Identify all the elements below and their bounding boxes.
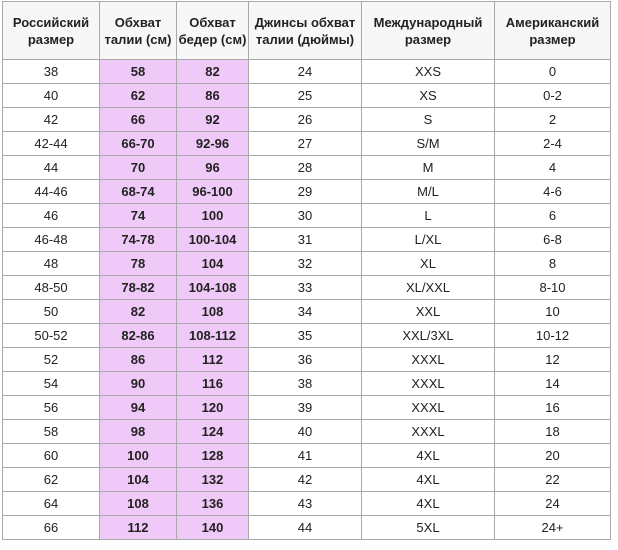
hips-cm-cell: 116 [177,372,249,396]
russian-size-cell: 50 [3,300,100,324]
table-row [3,156,611,180]
header-waist-cm: Обхват талии (см) [100,2,177,60]
hips-cm-cell: 104 [177,252,249,276]
waist-cm-cell: 86 [100,348,177,372]
american-size-cell: 4-6 [495,180,611,204]
hips-cm-cell: 104-108 [177,276,249,300]
american-size-cell: 2-4 [495,132,611,156]
table-row [3,516,611,540]
international-size-cell: XXL/3XL [362,324,495,348]
hips-cm-cell: 92 [177,108,249,132]
table-row [3,300,611,324]
header-row [3,2,611,60]
russian-size-cell: 58 [3,420,100,444]
american-size-cell: 6 [495,204,611,228]
waist-cm-cell: 82 [100,300,177,324]
international-size-cell: M/L [362,180,495,204]
international-size-cell: L/XL [362,228,495,252]
russian-size-cell: 40 [3,84,100,108]
waist-cm-cell: 68-74 [100,180,177,204]
table-row [3,60,611,84]
hips-cm-cell: 86 [177,84,249,108]
table-body [3,60,611,540]
waist-cm-cell: 74-78 [100,228,177,252]
waist-cm-cell: 104 [100,468,177,492]
waist-cm-cell: 62 [100,84,177,108]
american-size-cell: 20 [495,444,611,468]
jeans-waist-cell: 34 [249,300,362,324]
table-row [3,444,611,468]
russian-size-cell: 42-44 [3,132,100,156]
jeans-waist-cell: 40 [249,420,362,444]
russian-size-cell: 66 [3,516,100,540]
russian-size-cell: 60 [3,444,100,468]
international-size-cell: XXXL [362,348,495,372]
american-size-cell: 2 [495,108,611,132]
international-size-cell: XXXL [362,396,495,420]
international-size-cell: S [362,108,495,132]
waist-cm-cell: 94 [100,396,177,420]
russian-size-cell: 56 [3,396,100,420]
waist-cm-cell: 78 [100,252,177,276]
hips-cm-cell: 96-100 [177,180,249,204]
russian-size-cell: 38 [3,60,100,84]
table-row [3,372,611,396]
russian-size-cell: 44-46 [3,180,100,204]
jeans-waist-cell: 36 [249,348,362,372]
jeans-waist-cell: 35 [249,324,362,348]
american-size-cell: 6-8 [495,228,611,252]
jeans-waist-cell: 44 [249,516,362,540]
jeans-waist-cell: 43 [249,492,362,516]
jeans-waist-cell: 29 [249,180,362,204]
international-size-cell: M [362,156,495,180]
waist-cm-cell: 82-86 [100,324,177,348]
american-size-cell: 10-12 [495,324,611,348]
jeans-waist-cell: 38 [249,372,362,396]
table-row [3,468,611,492]
header-hips-cm: Обхват бедер (см) [177,2,249,60]
jeans-waist-cell: 25 [249,84,362,108]
international-size-cell: XL [362,252,495,276]
international-size-cell: S/M [362,132,495,156]
american-size-cell: 22 [495,468,611,492]
waist-cm-cell: 78-82 [100,276,177,300]
hips-cm-cell: 92-96 [177,132,249,156]
russian-size-cell: 44 [3,156,100,180]
header-international-size: Международный размер [362,2,495,60]
russian-size-cell: 46 [3,204,100,228]
waist-cm-cell: 66-70 [100,132,177,156]
table-row [3,108,611,132]
waist-cm-cell: 74 [100,204,177,228]
american-size-cell: 16 [495,396,611,420]
hips-cm-cell: 124 [177,420,249,444]
hips-cm-cell: 100 [177,204,249,228]
international-size-cell: 5XL [362,516,495,540]
hips-cm-cell: 140 [177,516,249,540]
american-size-cell: 24+ [495,516,611,540]
american-size-cell: 0 [495,60,611,84]
jeans-waist-cell: 32 [249,252,362,276]
table-row [3,228,611,252]
jeans-waist-cell: 39 [249,396,362,420]
jeans-waist-cell: 31 [249,228,362,252]
hips-cm-cell: 132 [177,468,249,492]
american-size-cell: 8-10 [495,276,611,300]
american-size-cell: 14 [495,372,611,396]
table-row [3,324,611,348]
international-size-cell: XS [362,84,495,108]
waist-cm-cell: 112 [100,516,177,540]
international-size-cell: XXS [362,60,495,84]
table-row [3,252,611,276]
jeans-waist-cell: 24 [249,60,362,84]
jeans-waist-cell: 41 [249,444,362,468]
hips-cm-cell: 100-104 [177,228,249,252]
table-row [3,396,611,420]
international-size-cell: 4XL [362,468,495,492]
size-table [2,1,611,540]
american-size-cell: 0-2 [495,84,611,108]
international-size-cell: 4XL [362,444,495,468]
american-size-cell: 8 [495,252,611,276]
russian-size-cell: 48 [3,252,100,276]
waist-cm-cell: 66 [100,108,177,132]
russian-size-cell: 46-48 [3,228,100,252]
hips-cm-cell: 82 [177,60,249,84]
jeans-waist-cell: 27 [249,132,362,156]
table-row [3,84,611,108]
russian-size-cell: 48-50 [3,276,100,300]
hips-cm-cell: 96 [177,156,249,180]
russian-size-cell: 64 [3,492,100,516]
header-russian-size: Российский размер [3,2,100,60]
waist-cm-cell: 108 [100,492,177,516]
international-size-cell: XXL [362,300,495,324]
american-size-cell: 10 [495,300,611,324]
american-size-cell: 18 [495,420,611,444]
american-size-cell: 24 [495,492,611,516]
header-jeans-waist-inches: Джинсы обхват талии (дюймы) [249,2,362,60]
russian-size-cell: 52 [3,348,100,372]
hips-cm-cell: 108-112 [177,324,249,348]
jeans-waist-cell: 42 [249,468,362,492]
international-size-cell: XXXL [362,420,495,444]
waist-cm-cell: 90 [100,372,177,396]
international-size-cell: L [362,204,495,228]
table-row [3,420,611,444]
russian-size-cell: 62 [3,468,100,492]
hips-cm-cell: 112 [177,348,249,372]
table-row [3,204,611,228]
table-row [3,348,611,372]
hips-cm-cell: 128 [177,444,249,468]
hips-cm-cell: 136 [177,492,249,516]
jeans-waist-cell: 33 [249,276,362,300]
jeans-waist-cell: 28 [249,156,362,180]
jeans-waist-cell: 26 [249,108,362,132]
hips-cm-cell: 108 [177,300,249,324]
table-row [3,180,611,204]
waist-cm-cell: 70 [100,156,177,180]
header-american-size: Американский размер [495,2,611,60]
russian-size-cell: 50-52 [3,324,100,348]
table-row [3,276,611,300]
waist-cm-cell: 58 [100,60,177,84]
table-row [3,492,611,516]
russian-size-cell: 54 [3,372,100,396]
waist-cm-cell: 100 [100,444,177,468]
waist-cm-cell: 98 [100,420,177,444]
russian-size-cell: 42 [3,108,100,132]
international-size-cell: XXXL [362,372,495,396]
international-size-cell: 4XL [362,492,495,516]
american-size-cell: 4 [495,156,611,180]
american-size-cell: 12 [495,348,611,372]
hips-cm-cell: 120 [177,396,249,420]
international-size-cell: XL/XXL [362,276,495,300]
table-row [3,132,611,156]
jeans-waist-cell: 30 [249,204,362,228]
